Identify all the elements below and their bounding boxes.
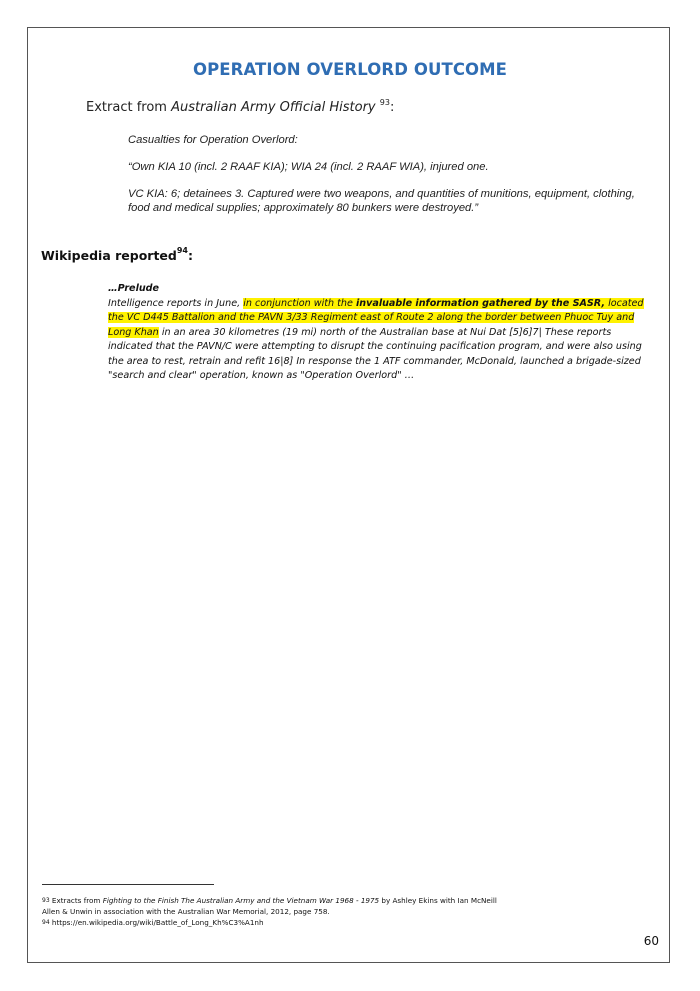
footnote-93-prefix: Extracts from	[49, 896, 103, 905]
extract-prefix: Extract from	[86, 100, 172, 115]
quote-vc-kia: VC KIA: 6; detainees 3. Captured were two weapons, and quantities of munitions, equipment, clothing, food and medical supplies; approximately 80 bunkers were destroyed.”	[128, 188, 635, 214]
extract-source: Australian Army Official History	[171, 100, 376, 115]
footnote-93-suffix: by Ashley Ekins with Ian McNeill	[379, 896, 497, 905]
footnote-93-book-title: Fighting to the Finish The Australian Army and the Vietnam War 1968 - 1975	[102, 896, 380, 905]
footnote-93-number: 93	[42, 897, 50, 904]
footnote-94-link[interactable]: https://en.wikipedia.org/wiki/Battle_of_Long_Kh%C3%A1nh	[49, 918, 264, 927]
footnote-93	[42, 896, 497, 906]
footnote-94-number: 94	[42, 919, 50, 926]
footnote-94	[42, 918, 264, 928]
wikipedia-footnote-ref[interactable]: 94	[176, 246, 188, 255]
wikipedia-label: Wikipedia reported	[41, 248, 177, 263]
highlight-segment-2: located the VC D445 Battalion and the PAVN 3/33 Regiment east of Route 2 along the border between Phuoc Tuy and Long Khan	[108, 297, 644, 338]
highlight-bold-segment: invaluable information gathered by the SASR,	[355, 297, 606, 309]
prelude-text-after: in an area 30 kilometres (19 mi) north of the Australian base at Nui Dat [5]6]7| These reports indicated that the PAVN/C were attempting to disrupt the continuing pacification program, and were also using the area to rest, retrain and refit 16|8] In response the 1 ATF commander, McDonald, launched a brigade-sized "search and clear" operation, known as "Operation Overlord" …	[108, 326, 642, 381]
footnote-separator	[42, 884, 214, 885]
extract-footnote-ref[interactable]: 93	[379, 98, 390, 107]
wikipedia-suffix: :	[188, 248, 193, 263]
prelude-paragraph	[108, 297, 653, 384]
quote-own-kia: “Own KIA 10 (incl. 2 RAAF KIA); WIA 24 (incl. 2 RAAF WIA), injured one.	[128, 161, 489, 173]
page-title: OPERATION OVERLORD OUTCOME	[192, 60, 508, 79]
prelude-text-before: Intelligence reports in June,	[108, 297, 244, 309]
highlight-segment-1: in conjunction with the	[243, 297, 356, 309]
prelude-heading: …Prelude	[108, 283, 160, 294]
wikipedia-heading	[41, 248, 193, 263]
footnote-93-line2: Allen & Unwin in association with the Australian War Memorial, 2012, page 758.	[42, 907, 330, 916]
page-number: 60	[643, 934, 659, 948]
prelude-block	[108, 282, 653, 384]
extract-intro	[86, 100, 394, 115]
extract-suffix: :	[389, 100, 395, 115]
quote-casualties-heading: Casualties for Operation Overlord:	[128, 134, 298, 146]
